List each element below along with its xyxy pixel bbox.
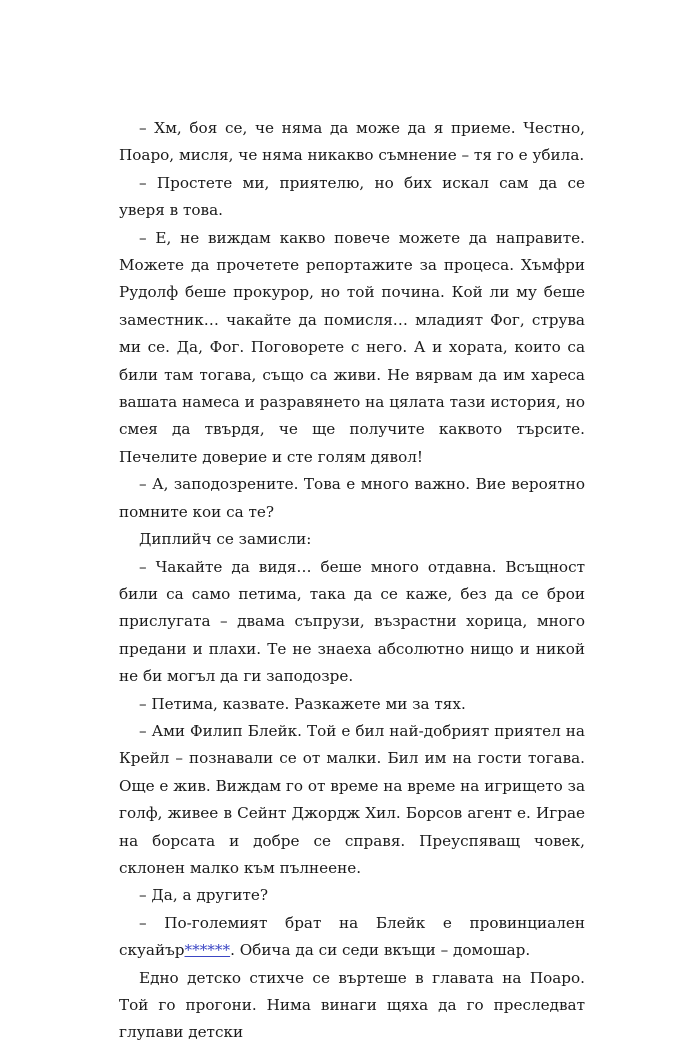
paragraph: – А, заподозрените. Това е много важно. Вие вероятно помните кои са те? [119,475,585,521]
paragraph: – Е, не виждам какво повече можете да направите. Можете да прочетете репортажите за процеса. Хъмфри Рудолф беше прокурор, но той почина. Кой ли му беше заместник… чакайте да помисля… младият Фог, струва ми се. Да, Фог. Поговорете с него. А и хората, които са били там тогава, също са живи. Не вярвам да им хареса вашата намеса и разравянето на цялата тази история, но смея да твърдя, че ще получите каквото търсите. Печелите доверие и сте голям дявол! [119,228,585,466]
paragraph: – Петима, казвате. Разкажете ми за тях. [139,694,466,713]
paragraph-with-footnote [119,910,585,965]
page-text [119,115,585,1047]
paragraph: – Чакайте да видя… беше много отдавна. Всъщност били са само петима, така да се каже, без да се брои прислугата – двама съпрузи, възрастни хорица, много предани и плахи. Те не знаеха абсолютно нищо и никой не би могъл да ги заподозре. [119,557,585,686]
paragraph: Едно детско стихче се въртеше в главата на Поаро. Той го прогони. Нима винаги щяха да го преследват глупави детски [119,968,585,1042]
paragraph-text-before: – По-големият брат на Блейк е провинциален скуайър [119,913,585,960]
paragraph: – Простете ми, приятелю, но бих искал сам да се уверя в това. [119,173,585,220]
paragraph-text-after: . Обича да си седи вкъщи – домошар. [230,941,531,960]
paragraph: – Ами Филип Блейк. Той е бил най-добрият приятел на Крейл – познавали се от малки. Бил им на гости тогава. Още е жив. Виждам го от време на време на игрището за голф, живее в Сейнт Джордж Хил. Борсов агент е. Играе на борсата и добре се справя. Преуспяващ човек, склонен малко към пълнеене. [119,721,585,877]
paragraph: – Да, а другите? [139,886,268,905]
paragraph: Диплийч се замисли: [139,530,312,549]
paragraph: – Хм, боя се, че няма да може да я приеме. Честно, Поаро, мисля, че няма никакво съмнение – тя го е убила. [119,119,585,165]
footnote-link[interactable]: ****** [184,941,231,960]
